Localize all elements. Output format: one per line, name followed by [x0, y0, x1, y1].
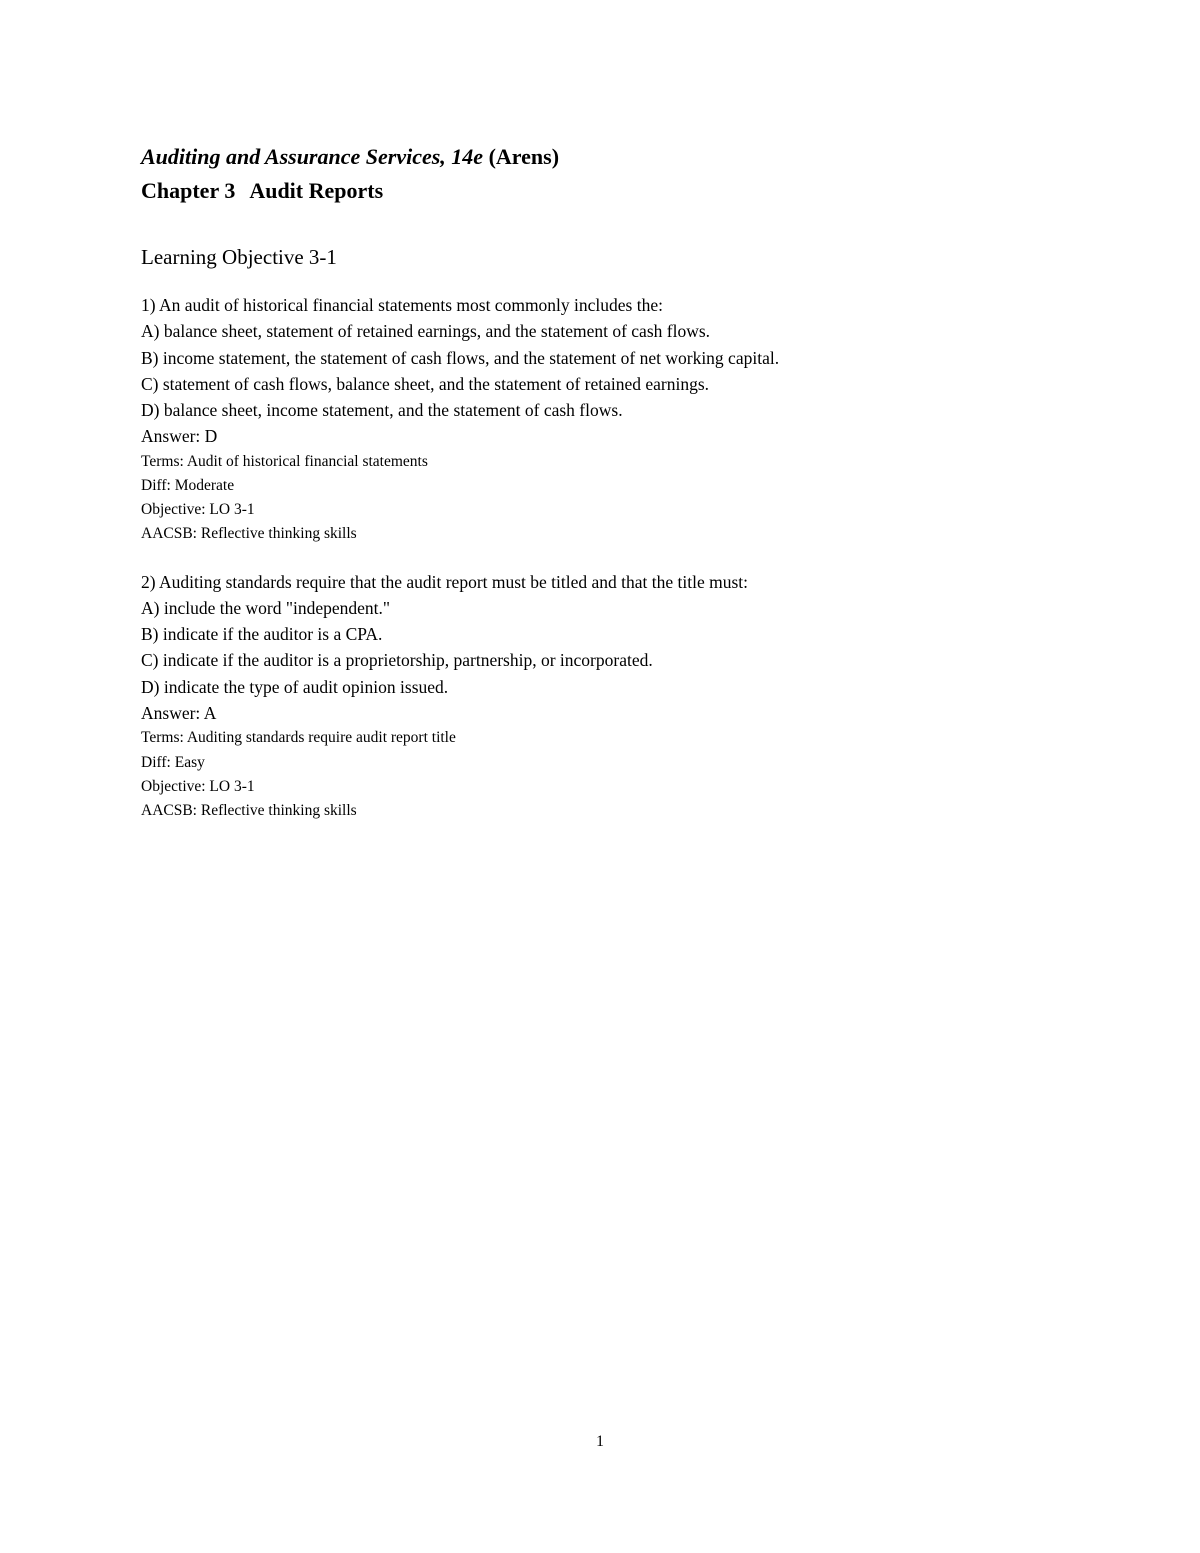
book-title-name: Auditing and Assurance Services, 14e: [141, 144, 484, 169]
page-content: [141, 140, 1101, 823]
chapter-name: Audit Reports: [249, 178, 384, 203]
answer-option: C) statement of cash flows, balance sheet, and the statement of retained earnings.: [141, 373, 710, 394]
question-block: [141, 292, 1101, 547]
question-stem: 2) Auditing standards require that the audit report must be titled and that the title must:: [141, 571, 749, 592]
chapter-title: [141, 174, 1101, 208]
question-aacsb: AACSB: Reflective thinking skills: [141, 525, 357, 543]
answer-option: D) indicate the type of audit opinion issued.: [141, 676, 449, 697]
correct-answer: Answer: A: [141, 703, 217, 724]
question-difficulty: Diff: Easy: [141, 753, 205, 771]
question-difficulty: Diff: Moderate: [141, 476, 235, 494]
question-block: [141, 569, 1101, 824]
answer-option: A) include the word "independent.": [141, 597, 391, 618]
question-terms: Terms: Auditing standards require audit report title: [141, 729, 456, 747]
book-title-author: (Arens): [488, 144, 560, 169]
answer-option: B) income statement, the statement of cash flows, and the statement of net working capital.: [141, 347, 780, 368]
correct-answer: Answer: D: [141, 426, 218, 447]
question-stem: 1) An audit of historical financial statements most commonly includes the:: [141, 295, 663, 315]
answer-option: B) indicate if the auditor is a CPA.: [141, 624, 383, 645]
answer-option: A) balance sheet, statement of retained earnings, and the statement of cash flows.: [141, 321, 711, 342]
page-number: 1: [596, 1433, 604, 1450]
question-objective: Objective: LO 3-1: [141, 777, 255, 795]
question-objective: Objective: LO 3-1: [141, 501, 255, 519]
chapter-label: Chapter 3: [141, 178, 236, 203]
answer-option: C) indicate if the auditor is a proprietorship, partnership, or incorporated.: [141, 650, 653, 671]
question-aacsb: AACSB: Reflective thinking skills: [141, 801, 357, 819]
learning-objective-heading: Learning Objective 3-1: [141, 245, 337, 269]
question-terms: Terms: Audit of historical financial statements: [141, 452, 428, 470]
book-title: [141, 140, 1101, 174]
answer-option: D) balance sheet, income statement, and the statement of cash flows.: [141, 400, 623, 421]
